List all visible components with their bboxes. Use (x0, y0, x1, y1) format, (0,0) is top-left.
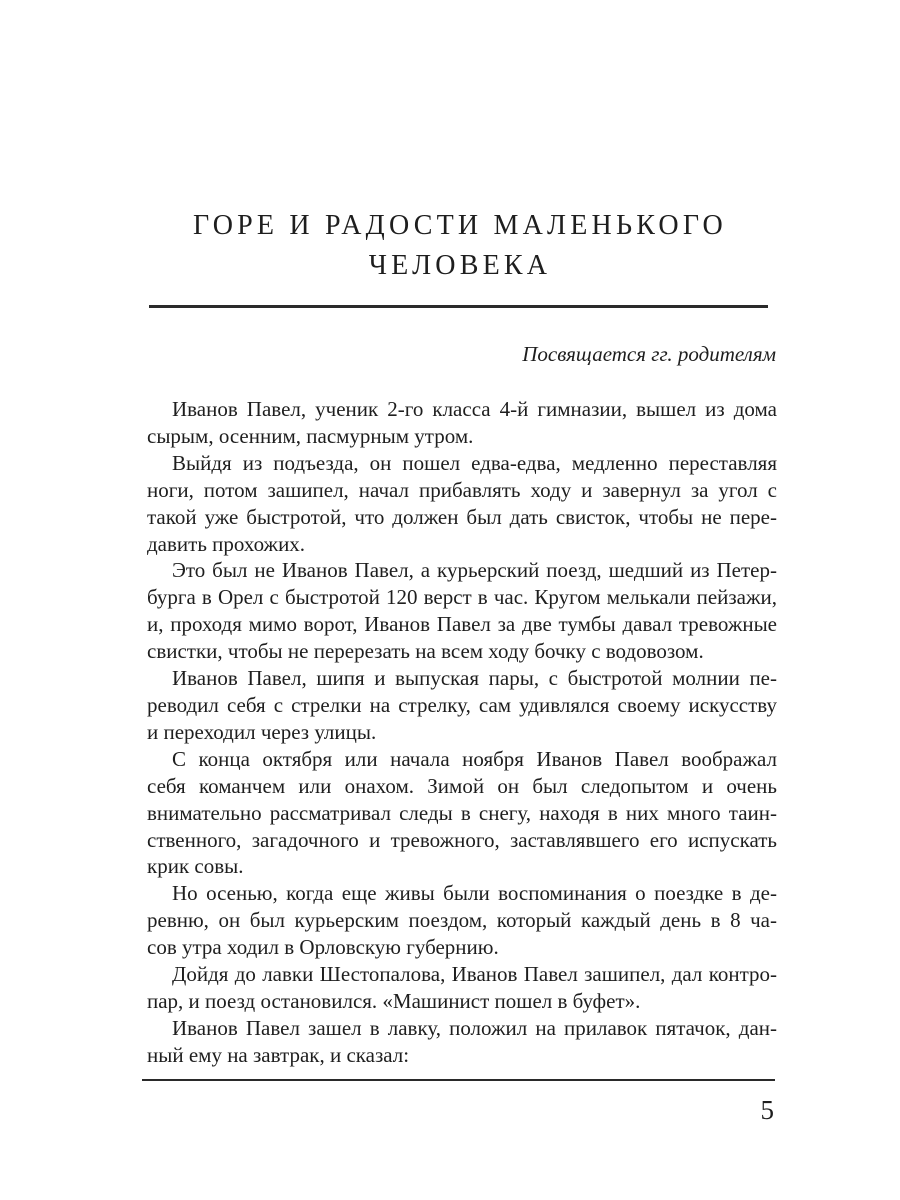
paragraph-line: такой уже быстротой, что должен был дать свисток, чтобы не пере- (147, 504, 777, 529)
paragraph-line: реводил себя с стрелки на стрелку, сам удивлялся своему искусству (147, 692, 777, 717)
paragraph-line: сырым, осенним, пасмурным утром. (147, 423, 474, 448)
chapter-title-line-1: ГОРЕ И РАДОСТИ МАЛЕНЬКОГО (193, 210, 727, 241)
paragraph-line: сов утра ходил в Орловскую губернию. (147, 935, 499, 960)
paragraph-line: крик совы. (147, 854, 244, 879)
paragraph-line: ревню, он был курьерским поездом, который каждый день в 8 ча- (147, 908, 777, 933)
paragraph (147, 880, 777, 961)
chapter-title-line-2: ЧЕЛОВЕКА (368, 250, 552, 281)
paragraph-line: Выйдя из подъезда, он пошел едва-едва, медленно переставляя (172, 450, 777, 475)
dedication: Посвящается гг. родителям (522, 342, 776, 366)
title-divider (149, 305, 768, 308)
paragraph (147, 450, 777, 558)
paragraph (147, 557, 777, 665)
paragraph-line: Иванов Павел зашел в лавку, положил на прилавок пятачок, дан- (172, 1015, 777, 1040)
paragraph (147, 396, 777, 450)
paragraph-line: Это был не Иванов Павел, а курьерский поезд, шедший из Петер- (172, 558, 777, 583)
paragraph-line: Дойдя до лавки Шестопалова, Иванов Павел зашипел, дал контро- (172, 962, 777, 987)
paragraph (147, 1015, 777, 1069)
paragraph-line: давить прохожих. (147, 531, 306, 556)
paragraph-line: и, проходя мимо ворот, Иванов Павел за две тумбы давал тревожные (147, 612, 777, 637)
paragraph-line: бурга в Орел с быстротой 120 верст в час. Кругом мелькали пейзажи, (147, 585, 777, 610)
paragraph-line: Иванов Павел, ученик 2-го класса 4-й гимназии, вышел из дома (172, 397, 777, 421)
paragraph-line: свистки, чтобы не перерезать на всем ходу бочку с водовозом. (147, 639, 704, 664)
footer-divider (142, 1079, 775, 1081)
paragraph-line: внимательно рассматривал следы в снегу, находя в них много таин- (147, 800, 777, 825)
paragraph-line: С конца октября или начала ноября Иванов Павел воображал (172, 746, 777, 771)
paragraph-line: Иванов Павел, шипя и выпуская пары, с быстротой молнии пе- (172, 666, 777, 691)
paragraph (147, 961, 777, 1015)
paragraph-line: пар, и поезд остановился. «Машинист пошел в буфет». (147, 988, 641, 1013)
paragraph (147, 746, 777, 881)
paragraph (147, 665, 777, 746)
paragraph-line: Но осенью, когда еще живы были воспоминания о поездке в де- (172, 881, 777, 906)
paragraph-line: ный ему на завтрак, и сказал: (147, 1042, 410, 1067)
paragraph-line: ственного, загадочного и тревожного, заставлявшего его испускать (147, 827, 777, 852)
body-text (147, 396, 777, 1069)
paragraph-line: себя команчем или онахом. Зимой он был следопытом и очень (147, 773, 777, 798)
chapter-title (100, 206, 820, 286)
paragraph-line: ноги, потом зашипел, начал прибавлять ходу и завернул за угол с (147, 477, 777, 502)
page-number: 5 (760, 1095, 774, 1125)
paragraph-line: и переходил через улицы. (147, 719, 377, 744)
